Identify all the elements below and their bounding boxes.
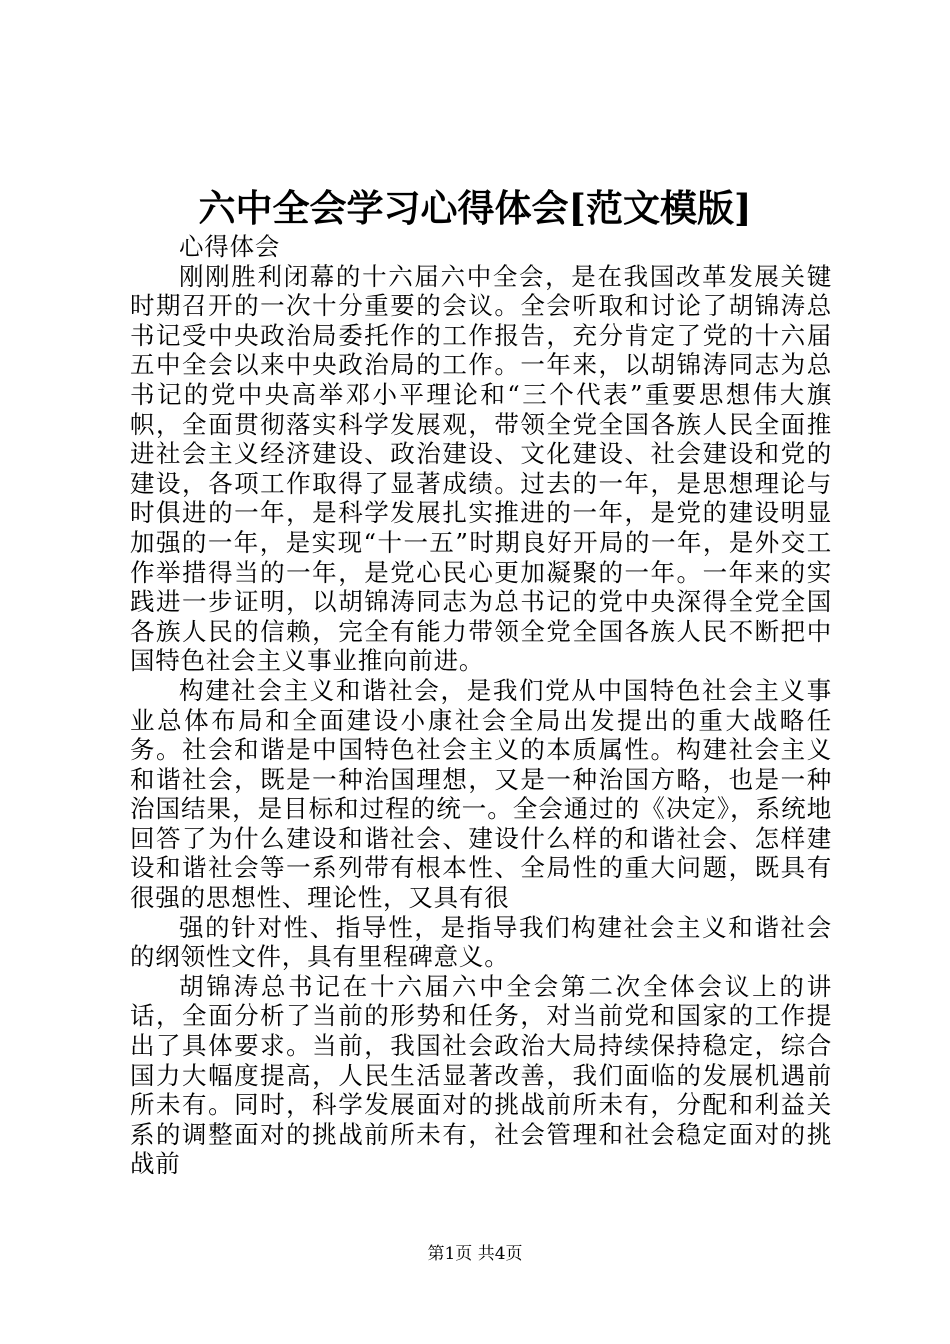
page-number-footer: 第1页 共4页 [427,1244,523,1264]
document-title: 六中全会学习心得体会[范文模版] [198,186,752,230]
body-paragraph: 胡锦涛总书记在十六届六中全会第二次全体会议上的讲话，全面分析了当前的形势和任务，对当前党和国家的工作提出了具体要求。当前，我国社会政治大局持续保持稳定，综合国力大幅度提高，人民生活显著改善，我们面临的发展机遇前所未有。同时，科学发展面对的挑战前所未有，分配和利益关系的调整面对的挑战前所未有，社会管理和社会稳定面对的挑战前 [130,971,832,1179]
body-paragraph: 构建社会主义和谐社会，是我们党从中国特色社会主义事业总体布局和全面建设小康社会全局出发提出的重大战略任务。社会和谐是中国特色社会主义的本质属性。构建社会主义和谐社会，既是一种治国理想，又是一种治国方略，也是一种治国结果，是目标和过程的统一。全会通过的《决定》，系统地回答了为什么建设和谐社会、建设什么样的和谐社会、怎样建设和谐社会等一系列带有根本性、全局性的重大问题，既具有很强的思想性、理论性，又具有很 [130,675,832,913]
body-paragraph-heading: 心得体会 [179,232,281,261]
document-body [130,232,832,1179]
body-paragraph: 刚刚胜利闭幕的十六届六中全会，是在我国改革发展关键时期召开的一次十分重要的会议。全会听取和讨论了胡锦涛总书记受中央政治局委托作的工作报告，充分肯定了党的十六届五中全会以来中央政治局的工作。一年来，以胡锦涛同志为总书记的党中央高举邓小平理论和“三个代表”重要思想伟大旗帜，全面贯彻落实科学发展观，带领全党全国各族人民全面推进社会主义经济建设、政治建设、文化建设、社会建设和党的建设，各项工作取得了显著成绩。过去的一年，是思想理论与时俱进的一年，是科学发展扎实推进的一年，是党的建设明显加强的一年，是实现“十一五”时期良好开局的一年，是外交工作举措得当的一年，是党心民心更加凝聚的一年。一年来的实践进一步证明，以胡锦涛同志为总书记的党中央深得全党全国各族人民的信赖，完全有能力带领全党全国各族人民不断把中国特色社会主义事业推向前进。 [130,261,832,676]
body-paragraph: 强的针对性、指导性，是指导我们构建社会主义和谐社会的纲领性文件，具有里程碑意义。 [130,912,832,972]
